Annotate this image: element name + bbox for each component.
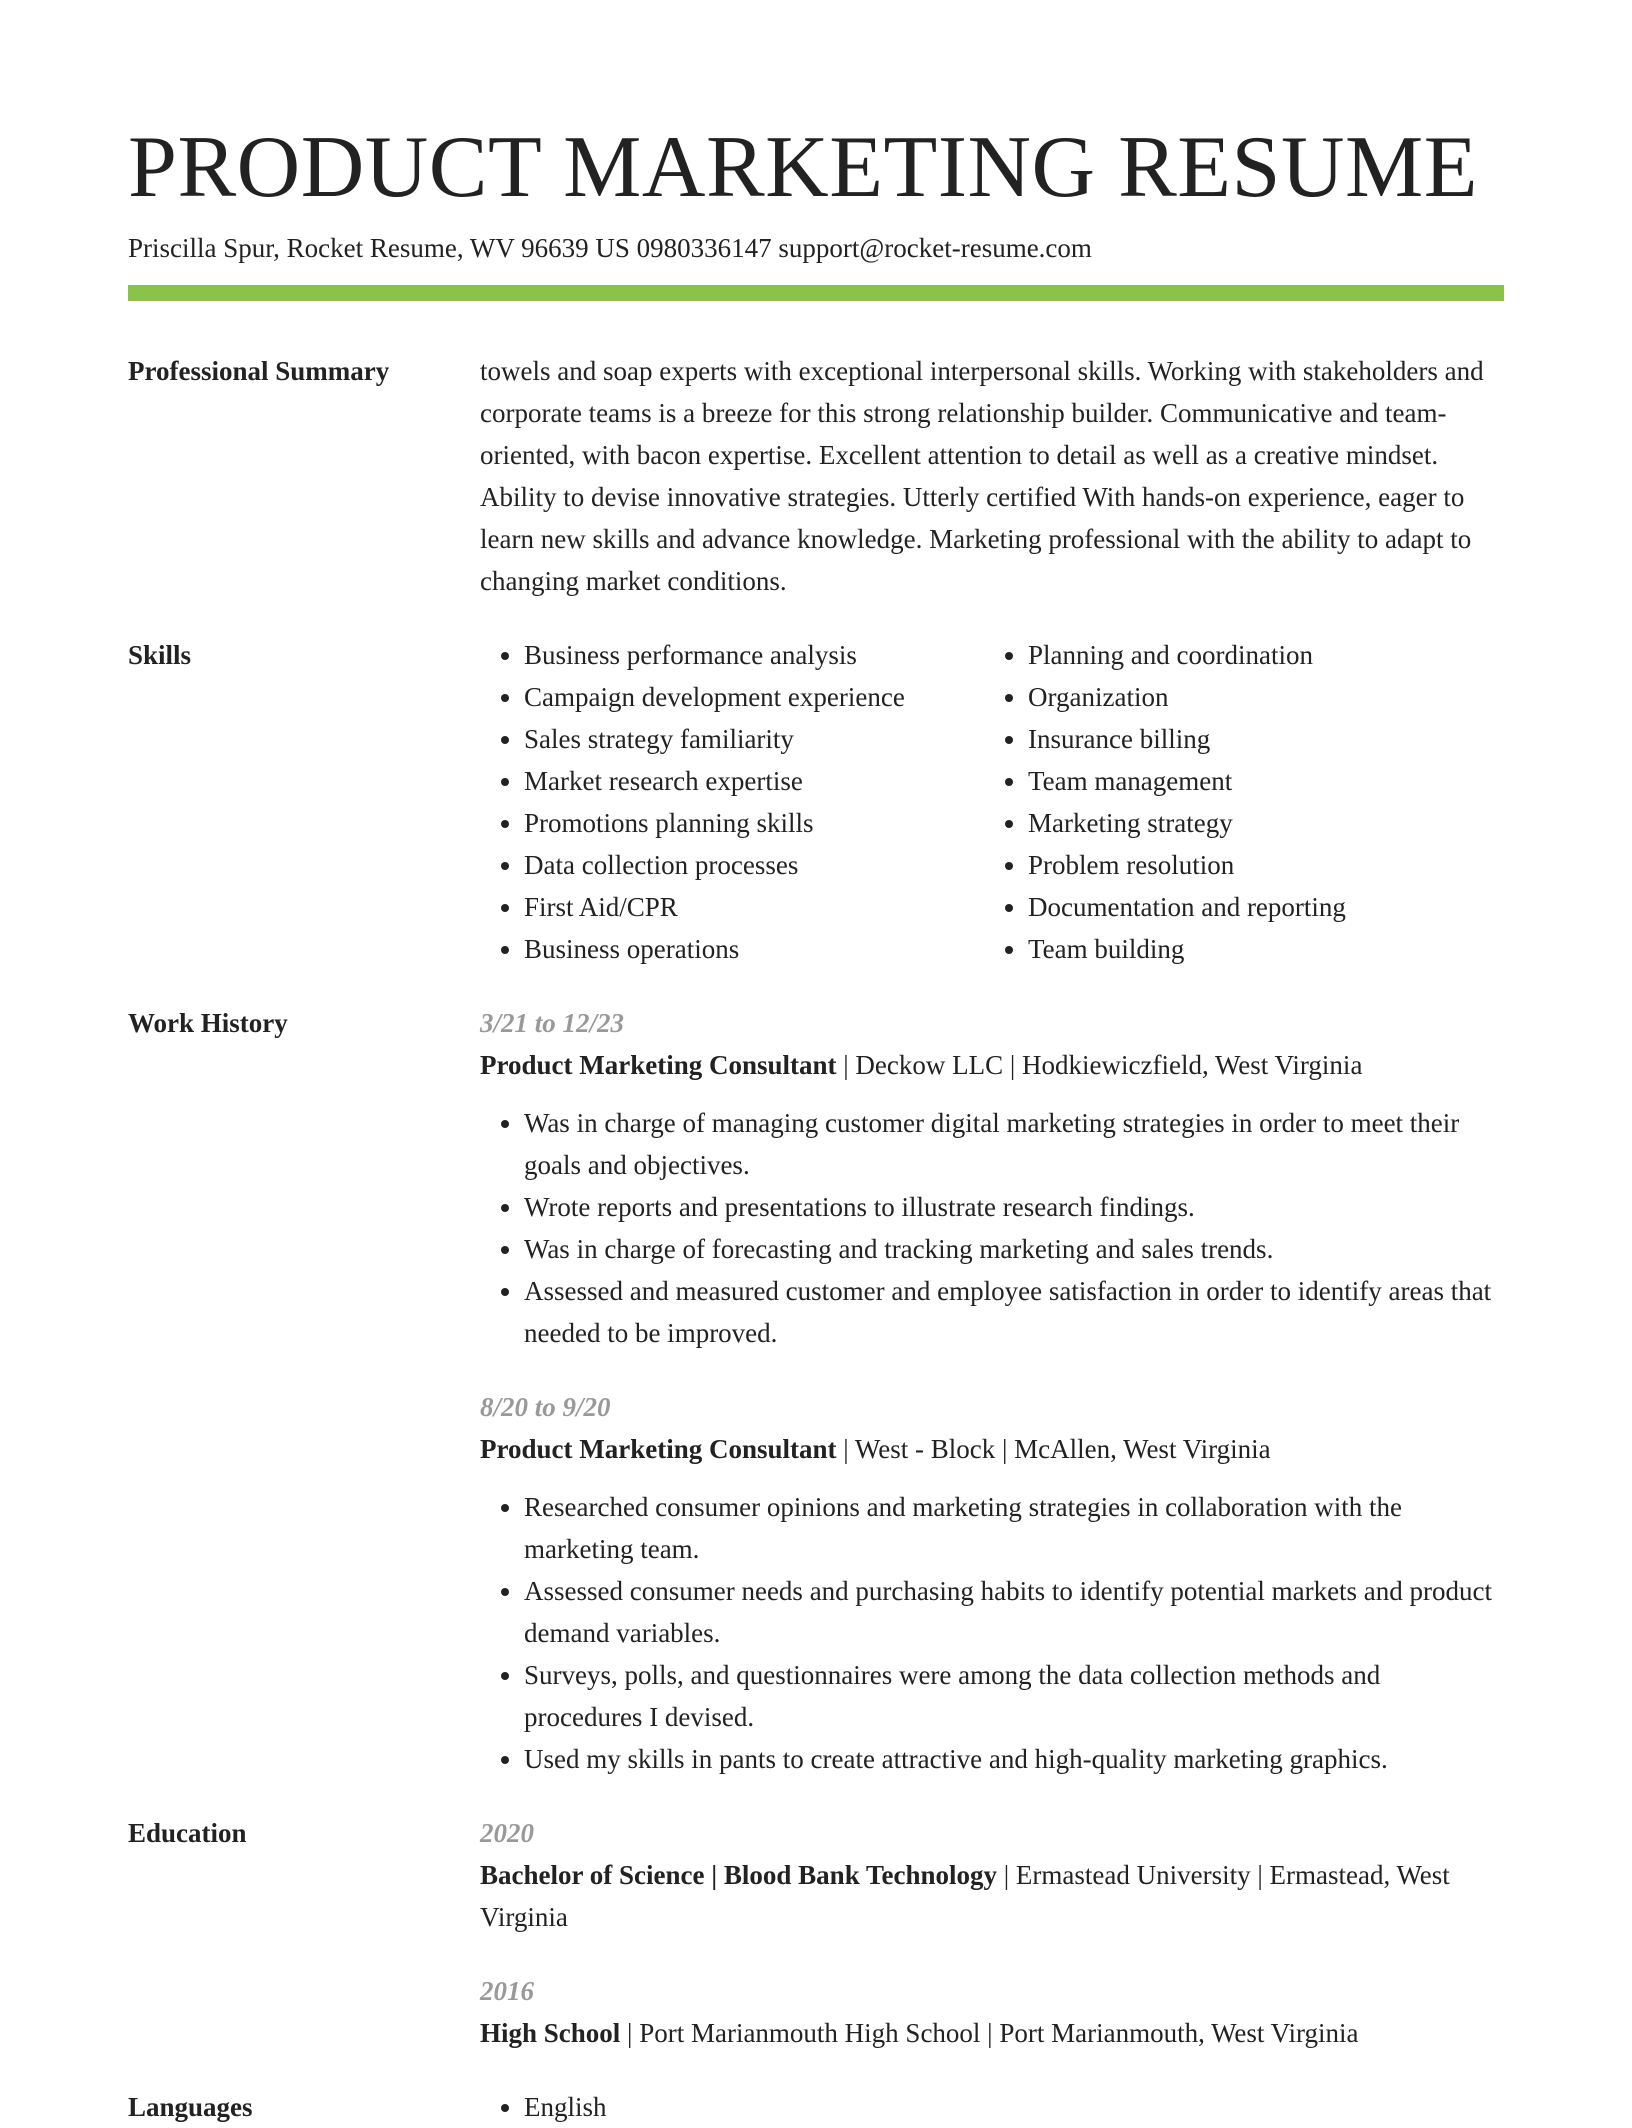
education-details: | Ermastead University | Ermastead, West Virginia — [480, 1860, 1450, 1932]
job-bullet: • Assessed consumer needs and purchasing habits to identify potential markets and product demand variables. — [524, 1570, 1504, 1654]
resume-title: PRODUCT MARKETING RESUME — [128, 119, 1479, 216]
job-bullet: • Wrote reports and presentations to illustrate research findings. — [524, 1186, 1504, 1228]
skills-label: Skills — [128, 640, 192, 670]
skill-item: • Campaign development experience — [524, 676, 984, 718]
job-bullet: • Assessed and measured customer and employee satisfaction in order to identify areas that needed to be improved. — [524, 1270, 1504, 1354]
contact-line: Priscilla Spur, Rocket Resume, WV 96639 US 0980336147 support@rocket-resume.com — [128, 233, 1092, 263]
job-dates: 8/20 to 9/20 — [480, 1392, 611, 1422]
job-bullet: • Researched consumer opinions and marketing strategies in collaboration with the marketing team. — [524, 1486, 1504, 1570]
education-body — [480, 1812, 1504, 2086]
job-dates: 3/21 to 12/23 — [480, 1008, 625, 1038]
languages-body — [480, 2086, 1504, 2128]
education-year: 2020 — [480, 1818, 534, 1848]
education-label: Education — [128, 1818, 247, 1848]
job-entry — [480, 1002, 1504, 1354]
skill-item: • Marketing strategy — [1028, 802, 1488, 844]
skill-item: • Team management — [1028, 760, 1488, 802]
skills-column-1 — [480, 634, 984, 970]
job-bullet: • Was in charge of managing customer digital marketing strategies in order to meet their goals and objectives. — [524, 1102, 1504, 1186]
job-title: Product Marketing Consultant — [480, 1050, 837, 1080]
education-entry — [480, 1812, 1504, 1938]
education-entry — [480, 1970, 1504, 2054]
education-heading — [480, 2012, 1504, 2054]
skill-item: • Documentation and reporting — [1028, 886, 1488, 928]
accent-divider — [128, 285, 1504, 301]
job-heading — [480, 1428, 1504, 1470]
skill-item: • Data collection processes — [524, 844, 984, 886]
work-history-body — [480, 1002, 1504, 1812]
skill-item: • Market research expertise — [524, 760, 984, 802]
job-bullets — [480, 1102, 1504, 1354]
skills-body — [480, 634, 1504, 970]
skill-item: • Insurance billing — [1028, 718, 1488, 760]
education-details: | Port Marianmouth High School | Port Marianmouth, West Virginia — [620, 2018, 1359, 2048]
education-heading — [480, 1854, 1504, 1938]
skills-list-2 — [984, 634, 1488, 970]
languages-list — [480, 2086, 1504, 2128]
summary-text: towels and soap experts with exceptional interpersonal skills. Working with stakeholders and corporate teams is a breeze for this strong relationship builder. Communicative and team-oriented, with bacon expertise. Excellent attention to detail as well as a creative mindset. Ability to devise innovative strategies. Utterly certified With hands-on experience, eager to learn new skills and advance knowledge. Marketing professional with the ability to adapt to changing market conditions. — [480, 356, 1484, 596]
language-item: • English — [524, 2086, 1504, 2128]
education-year: 2016 — [480, 1976, 534, 2006]
languages-label: Languages — [128, 2092, 253, 2122]
skill-item: • Business operations — [524, 928, 984, 970]
skill-item: • Promotions planning skills — [524, 802, 984, 844]
skill-item: • Problem resolution — [1028, 844, 1488, 886]
job-details: | West - Block | McAllen, West Virginia — [836, 1434, 1271, 1464]
job-title: Product Marketing Consultant — [480, 1434, 837, 1464]
skill-item: • Sales strategy familiarity — [524, 718, 984, 760]
job-details: | Deckow LLC | Hodkiewiczfield, West Virginia — [836, 1050, 1363, 1080]
education-degree: High School — [480, 2018, 621, 2048]
summary-body — [480, 350, 1504, 602]
summary-label: Professional Summary — [128, 356, 390, 386]
job-bullet: • Was in charge of forecasting and tracking marketing and sales trends. — [524, 1228, 1504, 1270]
job-bullet: • Used my skills in pants to create attractive and high-quality marketing graphics. — [524, 1738, 1504, 1780]
work-history-label: Work History — [128, 1008, 288, 1038]
job-bullets — [480, 1486, 1504, 1780]
education-degree: Bachelor of Science | Blood Bank Technology — [480, 1860, 998, 1890]
job-heading — [480, 1044, 1504, 1086]
skill-item: • Planning and coordination — [1028, 634, 1488, 676]
skill-item: • First Aid/CPR — [524, 886, 984, 928]
skill-item: • Organization — [1028, 676, 1488, 718]
skills-column-2 — [984, 634, 1488, 970]
skills-list-1 — [480, 634, 984, 970]
skill-item: • Team building — [1028, 928, 1488, 970]
job-bullet: • Surveys, polls, and questionnaires were among the data collection methods and procedures I devised. — [524, 1654, 1504, 1738]
job-entry — [480, 1386, 1504, 1780]
skill-item: • Business performance analysis — [524, 634, 984, 676]
